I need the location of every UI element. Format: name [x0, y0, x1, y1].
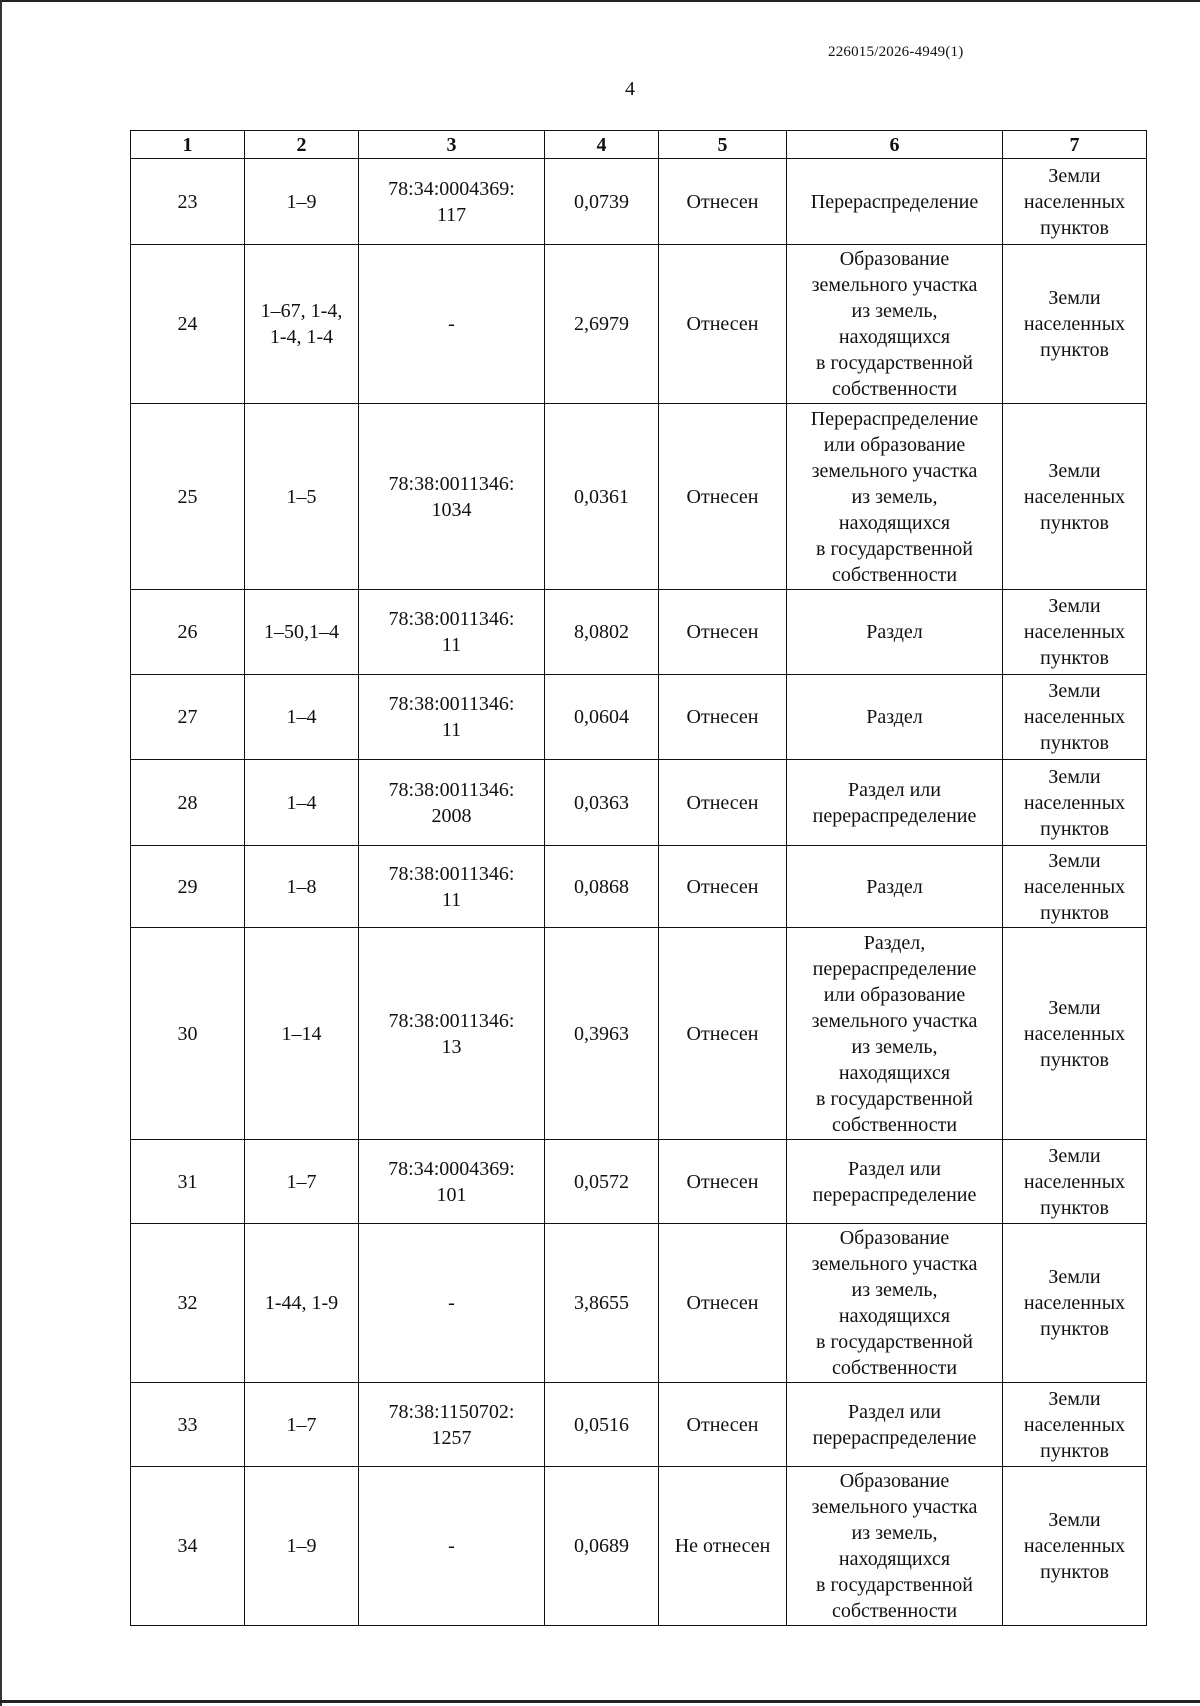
row-number-cell: 27 — [131, 675, 245, 760]
points-cell: 1–14 — [245, 928, 359, 1140]
area-cell: 0,3963 — [545, 928, 659, 1140]
land-category-cell: Земли населенных пунктов — [1003, 760, 1147, 846]
row-number-cell: 29 — [131, 846, 245, 928]
status-cell: Отнесен — [659, 1224, 787, 1383]
status-cell: Отнесен — [659, 1383, 787, 1467]
land-category-cell: Земли населенных пунктов — [1003, 1224, 1147, 1383]
points-cell: 1–4 — [245, 675, 359, 760]
status-cell: Не отнесен — [659, 1467, 787, 1626]
table-row — [131, 404, 1147, 590]
points-cell: 1–4 — [245, 760, 359, 846]
land-category-cell: Земли населенных пунктов — [1003, 245, 1147, 404]
land-category-cell: Земли населенных пунктов — [1003, 846, 1147, 928]
status-cell: Отнесен — [659, 846, 787, 928]
area-cell: 2,6979 — [545, 245, 659, 404]
row-number-cell: 25 — [131, 404, 245, 590]
column-header-4: 4 — [545, 131, 659, 159]
row-number-cell: 28 — [131, 760, 245, 846]
points-cell: 1–50,1–4 — [245, 590, 359, 675]
row-number-cell: 31 — [131, 1140, 245, 1224]
cadastral-number-cell: 78:34:0004369: 101 — [359, 1140, 545, 1224]
land-category-cell: Земли населенных пунктов — [1003, 675, 1147, 760]
land-category-cell: Земли населенных пунктов — [1003, 1140, 1147, 1224]
points-cell: 1–9 — [245, 1467, 359, 1626]
formation-method-cell: Раздел — [787, 846, 1003, 928]
formation-method-cell: Образование земельного участка из земель, находящихся в государственной собственности — [787, 1224, 1003, 1383]
area-cell: 0,0689 — [545, 1467, 659, 1626]
land-category-cell: Земли населенных пунктов — [1003, 159, 1147, 245]
row-number-cell: 30 — [131, 928, 245, 1140]
area-cell: 0,0604 — [545, 675, 659, 760]
status-cell: Отнесен — [659, 590, 787, 675]
table-row — [131, 1224, 1147, 1383]
status-cell: Отнесен — [659, 675, 787, 760]
column-header-1: 1 — [131, 131, 245, 159]
formation-method-cell: Раздел или перераспределение — [787, 760, 1003, 846]
row-number-cell: 33 — [131, 1383, 245, 1467]
table-row — [131, 1467, 1147, 1626]
table-header-row — [131, 131, 1147, 159]
points-cell: 1–7 — [245, 1383, 359, 1467]
formation-method-cell: Раздел — [787, 590, 1003, 675]
cadastral-number-cell: 78:38:0011346: 13 — [359, 928, 545, 1140]
land-category-cell: Земли населенных пунктов — [1003, 1467, 1147, 1626]
row-number-cell: 24 — [131, 245, 245, 404]
status-cell: Отнесен — [659, 760, 787, 846]
cadastral-number-cell: 78:38:0011346: 2008 — [359, 760, 545, 846]
formation-method-cell: Перераспределение — [787, 159, 1003, 245]
row-number-cell: 23 — [131, 159, 245, 245]
land-category-cell: Земли населенных пунктов — [1003, 404, 1147, 590]
formation-method-cell: Образование земельного участка из земель, находящихся в государственной собственности — [787, 1467, 1003, 1626]
formation-method-cell: Раздел или перераспределение — [787, 1140, 1003, 1224]
formation-method-cell: Раздел — [787, 675, 1003, 760]
area-cell: 0,0361 — [545, 404, 659, 590]
area-cell: 3,8655 — [545, 1224, 659, 1383]
table-row — [131, 928, 1147, 1140]
points-cell: 1–8 — [245, 846, 359, 928]
scan-edge-top — [0, 0, 1200, 2]
points-cell: 1–7 — [245, 1140, 359, 1224]
area-cell: 8,0802 — [545, 590, 659, 675]
area-cell: 0,0739 — [545, 159, 659, 245]
cadastral-number-cell: 78:38:0011346: 11 — [359, 846, 545, 928]
status-cell: Отнесен — [659, 1140, 787, 1224]
land-category-cell: Земли населенных пунктов — [1003, 1383, 1147, 1467]
points-cell: 1-44, 1-9 — [245, 1224, 359, 1383]
cadastral-number-cell: - — [359, 1467, 545, 1626]
table-row — [131, 1140, 1147, 1224]
page-number: 4 — [625, 78, 635, 100]
area-cell: 0,0572 — [545, 1140, 659, 1224]
cadastral-number-cell: - — [359, 245, 545, 404]
table-row — [131, 675, 1147, 760]
table-row — [131, 159, 1147, 245]
land-plots-table — [130, 130, 1147, 1626]
scan-edge-bottom — [0, 1700, 1200, 1703]
column-header-6: 6 — [787, 131, 1003, 159]
table-row — [131, 590, 1147, 675]
column-header-2: 2 — [245, 131, 359, 159]
document-number: 226015/2026-4949(1) — [828, 44, 964, 60]
formation-method-cell: Перераспределение или образование земельного участка из земель, находящихся в государственной собственности — [787, 404, 1003, 590]
scan-edge-left — [0, 0, 2, 1706]
area-cell: 0,0516 — [545, 1383, 659, 1467]
table-row — [131, 760, 1147, 846]
status-cell: Отнесен — [659, 245, 787, 404]
formation-method-cell: Раздел, перераспределение или образование земельного участка из земель, находящихся в государственной собственности — [787, 928, 1003, 1140]
area-cell: 0,0868 — [545, 846, 659, 928]
cadastral-number-cell: 78:34:0004369: 117 — [359, 159, 545, 245]
area-cell: 0,0363 — [545, 760, 659, 846]
land-category-cell: Земли населенных пунктов — [1003, 928, 1147, 1140]
formation-method-cell: Раздел или перераспределение — [787, 1383, 1003, 1467]
column-header-5: 5 — [659, 131, 787, 159]
table-row — [131, 846, 1147, 928]
table-row — [131, 245, 1147, 404]
status-cell: Отнесен — [659, 928, 787, 1140]
row-number-cell: 34 — [131, 1467, 245, 1626]
table-body — [131, 159, 1147, 1626]
status-cell: Отнесен — [659, 404, 787, 590]
cadastral-number-cell: 78:38:1150702: 1257 — [359, 1383, 545, 1467]
points-cell: 1–9 — [245, 159, 359, 245]
table-row — [131, 1383, 1147, 1467]
land-category-cell: Земли населенных пунктов — [1003, 590, 1147, 675]
formation-method-cell: Образование земельного участка из земель, находящихся в государственной собственности — [787, 245, 1003, 404]
cadastral-number-cell: 78:38:0011346: 1034 — [359, 404, 545, 590]
status-cell: Отнесен — [659, 159, 787, 245]
cadastral-number-cell: - — [359, 1224, 545, 1383]
points-cell: 1–67, 1-4, 1-4, 1-4 — [245, 245, 359, 404]
column-header-3: 3 — [359, 131, 545, 159]
row-number-cell: 32 — [131, 1224, 245, 1383]
cadastral-number-cell: 78:38:0011346: 11 — [359, 675, 545, 760]
row-number-cell: 26 — [131, 590, 245, 675]
points-cell: 1–5 — [245, 404, 359, 590]
cadastral-number-cell: 78:38:0011346: 11 — [359, 590, 545, 675]
column-header-7: 7 — [1003, 131, 1147, 159]
